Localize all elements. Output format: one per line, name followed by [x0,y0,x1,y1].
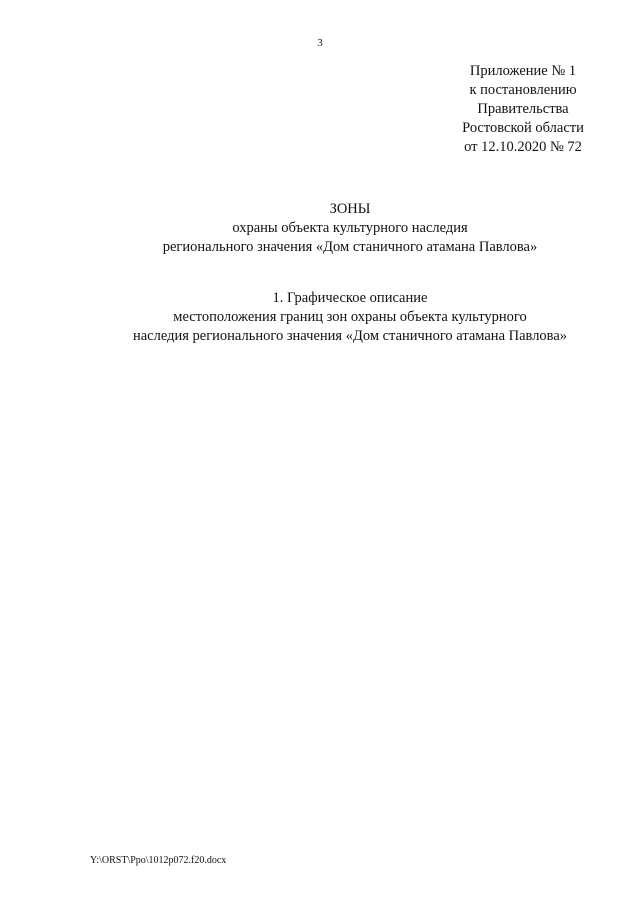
appendix-line: Ростовской области [462,120,584,136]
appendix-line: Правительства [477,101,569,117]
section-heading [60,289,640,346]
footer-file-path: Y:\ORST\Ppo\1012p072.f20.docx [90,855,227,866]
section-heading-line: местоположения границ зон охраны объекта культурного [173,309,527,325]
appendix-line: к постановлению [469,82,577,98]
appendix-line: от 12.10.2020 № 72 [464,139,582,155]
title-subtitle-line: регионального значения «Дом станичного атамана Павлова» [162,239,538,255]
title-subtitle-line: охраны объекта культурного наследия [232,220,468,236]
appendix-line: Приложение № 1 [469,63,577,79]
appendix-reference [430,62,616,157]
document-title [60,200,640,257]
title-heading: ЗОНЫ [329,201,371,217]
section-heading-line: наследия регионального значения «Дом станичного атамана Павлова» [132,328,568,344]
section-heading-line: 1. Графическое описание [272,290,428,306]
page-number: 3 [317,37,323,49]
